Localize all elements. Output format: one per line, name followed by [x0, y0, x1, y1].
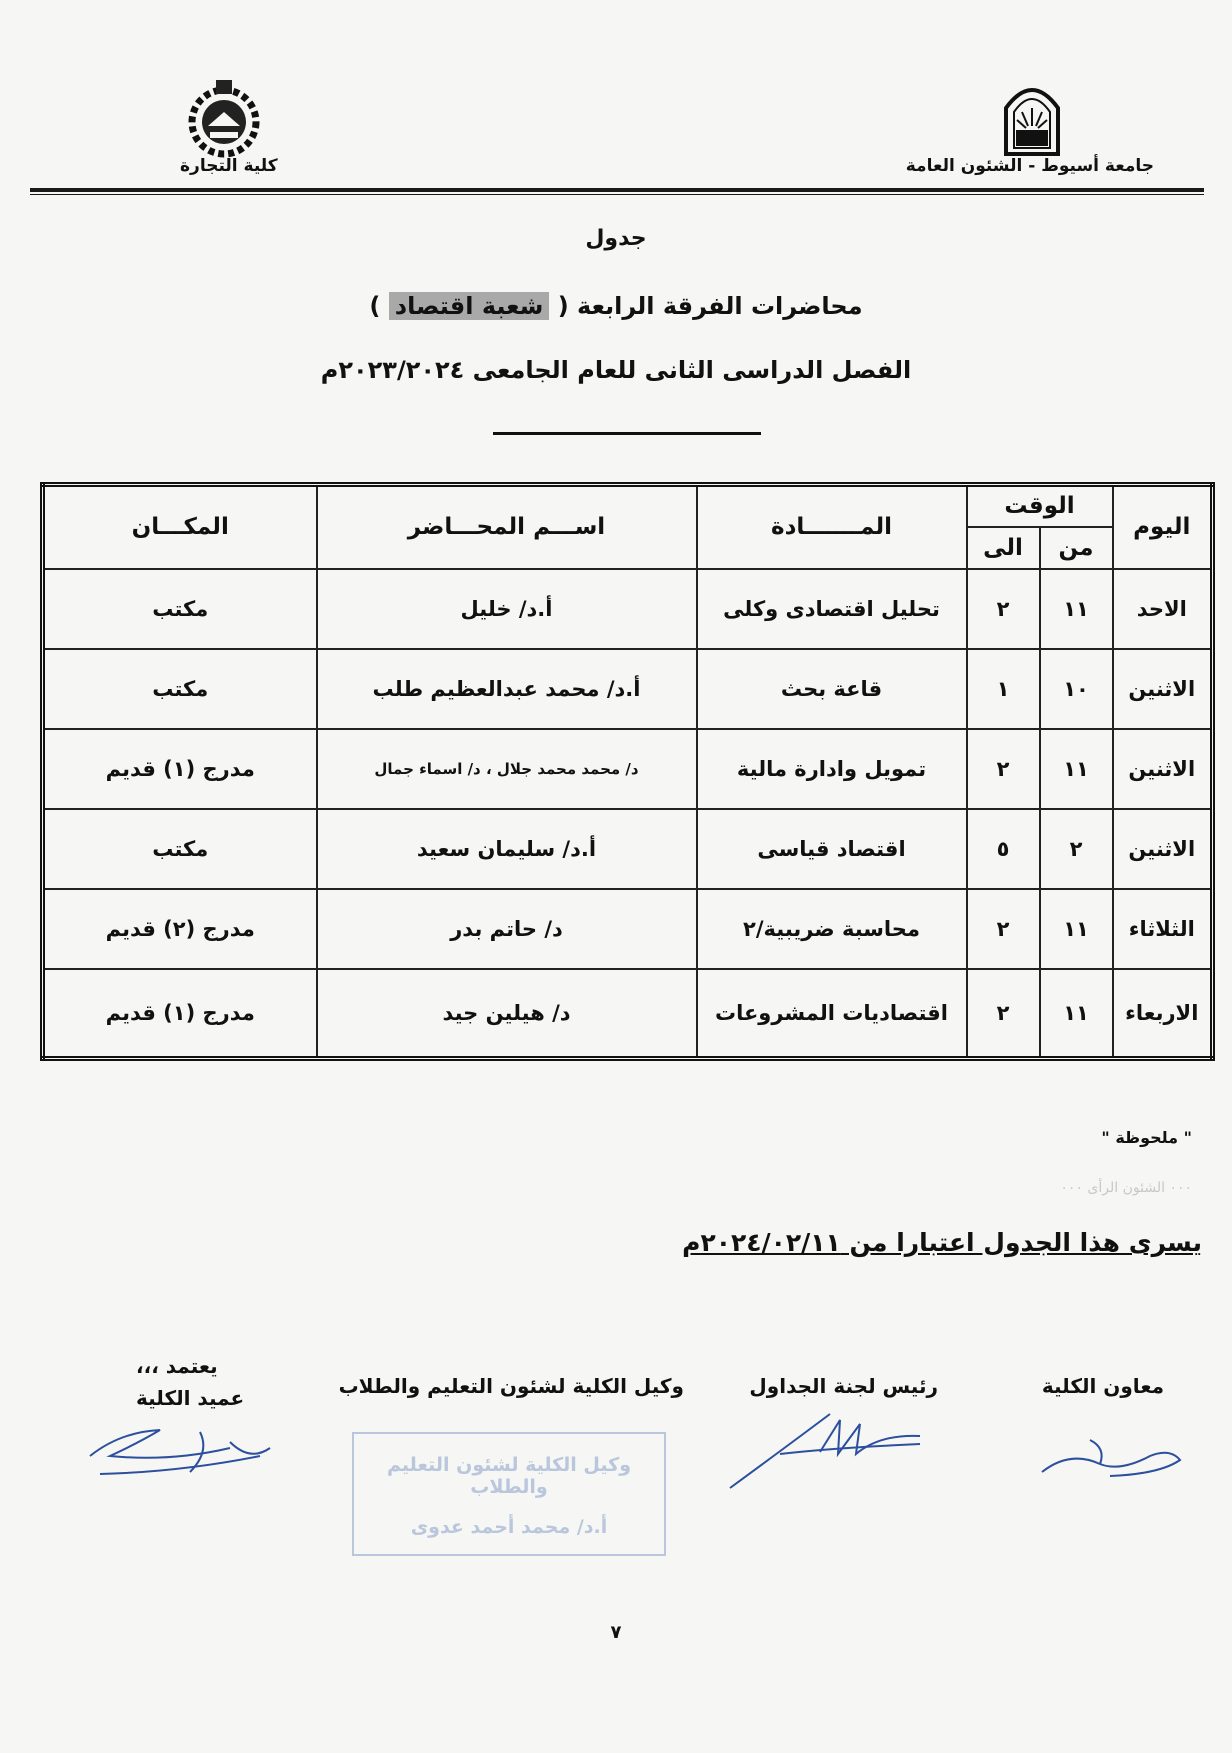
header-rule-thin	[30, 194, 1204, 195]
signature-committee	[720, 1404, 960, 1494]
header-place: المكـــان	[43, 485, 317, 569]
cell-lecturer: د/ محمد محمد جلال ، د/ اسماء جمال	[317, 729, 697, 809]
cell-subject: تمويل وادارة مالية	[697, 729, 967, 809]
cell-place: مكتب	[43, 809, 317, 889]
cell-from: ١١	[1040, 569, 1113, 649]
cell-place: مدرج (١) قديم	[43, 969, 317, 1059]
sig-committee-label: رئيس لجنة الجداول	[749, 1374, 938, 1398]
cell-from: ١١	[1040, 889, 1113, 969]
sig-vicedean-label: وكيل الكلية لشئون التعليم والطلاب	[338, 1374, 684, 1398]
header-subject: المـــــــادة	[697, 485, 967, 569]
cell-subject: قاعة بحث	[697, 649, 967, 729]
table-row	[43, 889, 1213, 969]
cell-from: ٢	[1040, 809, 1113, 889]
sig-assistant-label: معاون الكلية	[1041, 1374, 1164, 1398]
official-stamp	[352, 1432, 666, 1556]
signature-dean	[80, 1412, 280, 1492]
subtitle-prefix: محاضرات الفرقة الرابعة (	[557, 292, 863, 320]
cell-place: مكتب	[43, 649, 317, 729]
cell-day: الاثنين	[1113, 809, 1213, 889]
university-logo	[1000, 78, 1064, 156]
cell-subject: اقتصاد قياسى	[697, 809, 967, 889]
semester-line: الفصل الدراسى الثانى للعام الجامعى ٢٠٢٣/٢٠٢٤م	[320, 356, 912, 384]
cell-day: الثلاثاء	[1113, 889, 1213, 969]
cell-lecturer: أ.د/ سليمان سعيد	[317, 809, 697, 889]
faculty-logo	[180, 76, 268, 158]
doc-subtitle	[0, 292, 1232, 320]
university-name: جامعة أسيوط - الشئون العامة	[905, 156, 1154, 176]
header-time: الوقت	[967, 485, 1113, 527]
table-row	[43, 569, 1213, 649]
faculty-name: كلية التجارة	[180, 156, 278, 176]
cell-lecturer: أ.د/ محمد عبدالعظيم طلب	[317, 649, 697, 729]
cell-from: ١١	[1040, 969, 1113, 1059]
table-row	[43, 809, 1213, 889]
table-row	[43, 729, 1213, 809]
subtitle-highlight: شعبة اقتصاد	[389, 292, 550, 320]
title-underline	[493, 432, 761, 435]
cell-to: ٢	[967, 969, 1040, 1059]
cell-to: ٢	[967, 729, 1040, 809]
sig-approve-label: يعتمد ،،،	[136, 1354, 218, 1378]
table-row	[43, 969, 1213, 1059]
doc-title: جدول	[585, 226, 647, 251]
sig-dean-label: عميد الكلية	[136, 1386, 245, 1410]
header-to: الى	[967, 527, 1040, 569]
cell-to: ٢	[967, 569, 1040, 649]
header-from: من	[1040, 527, 1113, 569]
stamp-line1: وكيل الكلية لشئون التعليم والطلاب	[386, 1454, 632, 1498]
note-label: " ملحوظة "	[1101, 1128, 1192, 1147]
validity-statement: يسرى هذا الجدول اعتبارا من ٢٠٢٤/٠٢/١١م	[682, 1228, 1202, 1257]
cell-from: ١٠	[1040, 649, 1113, 729]
cell-lecturer: د/ هيلين جيد	[317, 969, 697, 1059]
cell-place: مدرج (٢) قديم	[43, 889, 317, 969]
cell-lecturer: د/ حاتم بدر	[317, 889, 697, 969]
cell-from: ١١	[1040, 729, 1113, 809]
cell-to: ٢	[967, 889, 1040, 969]
cell-to: ١	[967, 649, 1040, 729]
header-day: اليوم	[1113, 485, 1213, 569]
header-rule	[30, 188, 1204, 192]
cell-day: الاحد	[1113, 569, 1213, 649]
cell-day: الاثنين	[1113, 649, 1213, 729]
subtitle-suffix: )	[369, 292, 381, 320]
cell-subject: اقتصاديات المشروعات	[697, 969, 967, 1059]
cell-place: مكتب	[43, 569, 317, 649]
cell-subject: محاسبة ضريبية/٢	[697, 889, 967, 969]
cell-subject: تحليل اقتصادى وكلى	[697, 569, 967, 649]
cell-place: مدرج (١) قديم	[43, 729, 317, 809]
signature-assistant	[1030, 1420, 1190, 1490]
cell-to: ٥	[967, 809, 1040, 889]
schedule-table	[40, 482, 1215, 1061]
table-row	[43, 649, 1213, 729]
stamp-line2: أ.د/ محمد أحمد عدوى	[410, 1516, 608, 1538]
header-lecturer: اســـم المحـــاضر	[317, 485, 697, 569]
cell-day: الاربعاء	[1113, 969, 1213, 1059]
page-number: ٧	[610, 1622, 622, 1643]
cell-day: الاثنين	[1113, 729, 1213, 809]
note-faint-text: ٠٠٠ الشئون الرأى ٠٠٠	[1060, 1180, 1192, 1196]
cell-lecturer: أ.د/ خليل	[317, 569, 697, 649]
